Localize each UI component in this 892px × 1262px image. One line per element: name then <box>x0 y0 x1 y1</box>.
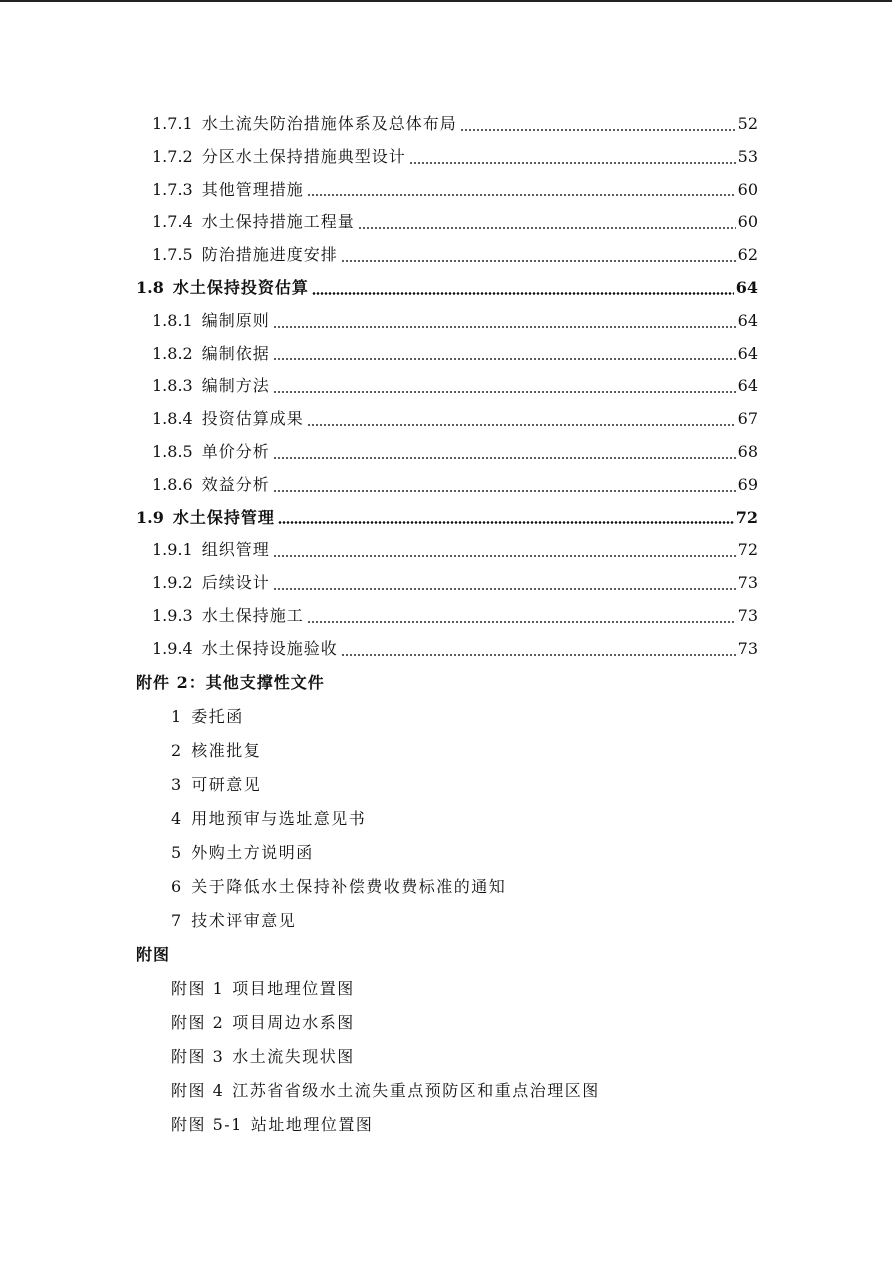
toc-dot-leader <box>409 162 736 164</box>
toc-dot-leader <box>460 129 736 131</box>
toc-entry-title: 防治措施进度安排 <box>201 245 338 265</box>
table-of-contents <box>0 108 892 1142</box>
figure-item-label: 附图 2 <box>171 1012 225 1032</box>
appendix2-item[interactable] <box>0 700 892 734</box>
toc-subsection-entry[interactable] <box>0 174 892 207</box>
toc-subsection-entry[interactable] <box>0 534 892 567</box>
toc-entry-line <box>152 305 758 338</box>
toc-entry-title: 水土保持施工 <box>201 605 304 625</box>
toc-section-entry[interactable] <box>0 502 892 535</box>
appendix2-item-text: 外购土方说明函 <box>191 842 314 862</box>
toc-entry-title: 水土保持设施验收 <box>201 638 338 658</box>
appendix2-list <box>0 700 892 938</box>
toc-entry-title: 编制方法 <box>201 376 270 396</box>
figure-item-label: 附图 3 <box>171 1046 225 1066</box>
appendix2-item-text: 用地预审与选址意见书 <box>191 808 367 828</box>
toc-entry-page: 52 <box>737 114 758 133</box>
toc-entry-line <box>152 370 758 403</box>
top-border-line <box>0 0 892 2</box>
appendix2-item-index: 5 <box>171 842 182 862</box>
appendix2-item[interactable] <box>0 904 892 938</box>
toc-entry-line <box>136 502 758 535</box>
toc-entry-line <box>152 633 758 666</box>
toc-entry-page: 72 <box>737 540 758 560</box>
toc-subsection-entry[interactable] <box>0 141 892 174</box>
figure-item-label: 附图 5-1 <box>171 1114 243 1134</box>
toc-entry-number: 1.7.3 <box>152 179 193 199</box>
toc-dot-leader <box>307 424 736 426</box>
toc-dot-leader <box>273 457 736 459</box>
toc-dot-leader <box>358 227 736 229</box>
toc-entry-title: 水土保持措施工程量 <box>201 212 355 232</box>
toc-subsection-entry[interactable] <box>0 600 892 633</box>
figures-list <box>0 972 892 1142</box>
toc-entry-number: 1.9.4 <box>152 638 193 658</box>
toc-entry-title: 后续设计 <box>201 573 270 593</box>
toc-dot-leader <box>273 588 736 590</box>
figure-item-text: 项目周边水系图 <box>232 1012 355 1032</box>
toc-entry-number: 1.7.1 <box>152 114 193 133</box>
toc-entry-number: 1.9 <box>136 507 164 527</box>
appendix2-item-text: 核准批复 <box>191 740 262 760</box>
toc-dot-leader <box>307 194 736 196</box>
appendix2-item-text: 技术评审意见 <box>191 910 297 930</box>
toc-subsection-entry[interactable] <box>0 567 892 600</box>
figure-item[interactable] <box>0 972 892 1006</box>
toc-entry-title: 组织管理 <box>201 540 270 560</box>
toc-entry-title: 单价分析 <box>201 441 270 461</box>
appendix2-item[interactable] <box>0 734 892 768</box>
toc-dot-leader <box>273 391 736 393</box>
figure-item-text: 江苏省省级水土流失重点预防区和重点治理区图 <box>232 1080 600 1100</box>
toc-entry-title: 编制依据 <box>201 343 270 363</box>
figure-item[interactable] <box>0 1006 892 1040</box>
figure-item[interactable] <box>0 1040 892 1074</box>
figure-item-label: 附图 1 <box>171 978 225 998</box>
toc-subsection-entry[interactable] <box>0 370 892 403</box>
toc-subsection-entry[interactable] <box>0 239 892 272</box>
toc-dot-leader <box>273 358 736 360</box>
figures-heading: 附图 <box>136 944 171 964</box>
appendix2-item-index: 1 <box>171 706 182 726</box>
toc-entry-number: 1.8.5 <box>152 441 193 461</box>
toc-entry-page: 53 <box>737 146 758 166</box>
toc-entry-page: 60 <box>737 212 758 232</box>
toc-subsection-entry[interactable] <box>0 436 892 469</box>
toc-dot-leader <box>312 292 734 295</box>
toc-entry-title: 水土保持投资估算 <box>172 277 309 297</box>
appendix2-item-index: 4 <box>171 808 182 828</box>
toc-entry-line <box>152 206 758 239</box>
toc-subsection-entry[interactable] <box>0 206 892 239</box>
appendix2-heading: 附件 2：其他支撑性文件 <box>136 672 325 692</box>
toc-entry-page: 64 <box>737 343 758 363</box>
toc-entry-page: 64 <box>737 310 758 330</box>
toc-dot-leader <box>273 490 736 492</box>
toc-subsection-entry[interactable] <box>0 469 892 502</box>
appendix2-item-text: 可研意见 <box>191 774 262 794</box>
toc-entry-line <box>152 469 758 502</box>
toc-dot-leader <box>278 521 734 524</box>
toc-entry-page: 68 <box>737 441 758 461</box>
toc-entry-line <box>152 600 758 633</box>
toc-entry-line <box>152 141 758 174</box>
toc-entry-title: 投资估算成果 <box>201 409 304 429</box>
toc-entry-number: 1.9.2 <box>152 573 193 593</box>
toc-entry-line <box>152 338 758 371</box>
toc-subsection-entry[interactable] <box>0 633 892 666</box>
toc-entry-title: 效益分析 <box>201 474 270 494</box>
toc-entry-title: 水土保持管理 <box>172 507 275 527</box>
appendix2-item[interactable] <box>0 836 892 870</box>
toc-dot-leader <box>341 260 736 262</box>
appendix2-item-index: 6 <box>171 876 182 896</box>
toc-dot-leader <box>273 326 736 328</box>
toc-subsection-entry[interactable] <box>0 108 892 141</box>
appendix2-item[interactable] <box>0 802 892 836</box>
toc-entry-line <box>152 403 758 436</box>
toc-entry-number: 1.9.3 <box>152 605 193 625</box>
figure-item[interactable] <box>0 1074 892 1108</box>
toc-entry-page: 73 <box>737 605 758 625</box>
appendix2-item-index: 2 <box>171 740 182 760</box>
toc-entry-number: 1.8.4 <box>152 409 193 429</box>
toc-entry-line <box>152 436 758 469</box>
toc-entry-line <box>152 534 758 567</box>
toc-entry-number: 1.7.5 <box>152 245 193 265</box>
toc-entries <box>0 108 892 666</box>
toc-entry-page: 69 <box>737 474 758 494</box>
toc-entry-line <box>152 567 758 600</box>
toc-entry-number: 1.7.2 <box>152 146 193 166</box>
figure-item-text: 站址地理位置图 <box>250 1114 374 1134</box>
figure-item-text: 水土流失现状图 <box>232 1046 355 1066</box>
toc-entry-title: 编制原则 <box>201 310 270 330</box>
appendix2-item[interactable] <box>0 870 892 904</box>
toc-subsection-entry[interactable] <box>0 305 892 338</box>
toc-entry-title: 水土流失防治措施体系及总体布局 <box>201 114 457 133</box>
toc-entry-line <box>152 108 758 141</box>
toc-entry-title: 分区水土保持措施典型设计 <box>201 146 406 166</box>
toc-entry-number: 1.8.1 <box>152 310 193 330</box>
figure-item-label: 附图 4 <box>171 1080 225 1100</box>
toc-entry-title: 其他管理措施 <box>201 179 304 199</box>
toc-entry-number: 1.7.4 <box>152 212 193 232</box>
appendix2-item-index: 3 <box>171 774 182 794</box>
toc-entry-page: 64 <box>737 376 758 396</box>
toc-entry-page: 62 <box>737 245 758 265</box>
toc-entry-page: 64 <box>735 277 758 297</box>
toc-entry-line <box>152 174 758 207</box>
toc-entry-page: 60 <box>737 179 758 199</box>
toc-entry-line <box>152 239 758 272</box>
toc-dot-leader <box>341 654 736 656</box>
toc-dot-leader <box>273 555 736 557</box>
appendix2-item-text: 委托函 <box>191 706 244 726</box>
toc-entry-number: 1.9.1 <box>152 540 193 560</box>
appendix2-item-text: 关于降低水土保持补偿费收费标准的通知 <box>191 876 507 896</box>
toc-section-entry[interactable] <box>0 272 892 305</box>
toc-entry-number: 1.8 <box>136 277 164 297</box>
toc-entry-page: 72 <box>735 507 758 527</box>
figure-item-text: 项目地理位置图 <box>232 978 355 998</box>
toc-entry-page: 67 <box>737 409 758 429</box>
appendix2-item[interactable] <box>0 768 892 802</box>
toc-entry-line <box>136 272 758 305</box>
appendix2-item-index: 7 <box>171 910 182 930</box>
toc-entry-number: 1.8.2 <box>152 343 193 363</box>
toc-entry-page: 73 <box>737 638 758 658</box>
toc-entry-page: 73 <box>737 573 758 593</box>
toc-subsection-entry[interactable] <box>0 403 892 436</box>
toc-subsection-entry[interactable] <box>0 338 892 371</box>
toc-entry-number: 1.8.6 <box>152 474 193 494</box>
toc-entry-number: 1.8.3 <box>152 376 193 396</box>
figure-item[interactable] <box>0 1108 892 1142</box>
toc-dot-leader <box>307 621 736 623</box>
